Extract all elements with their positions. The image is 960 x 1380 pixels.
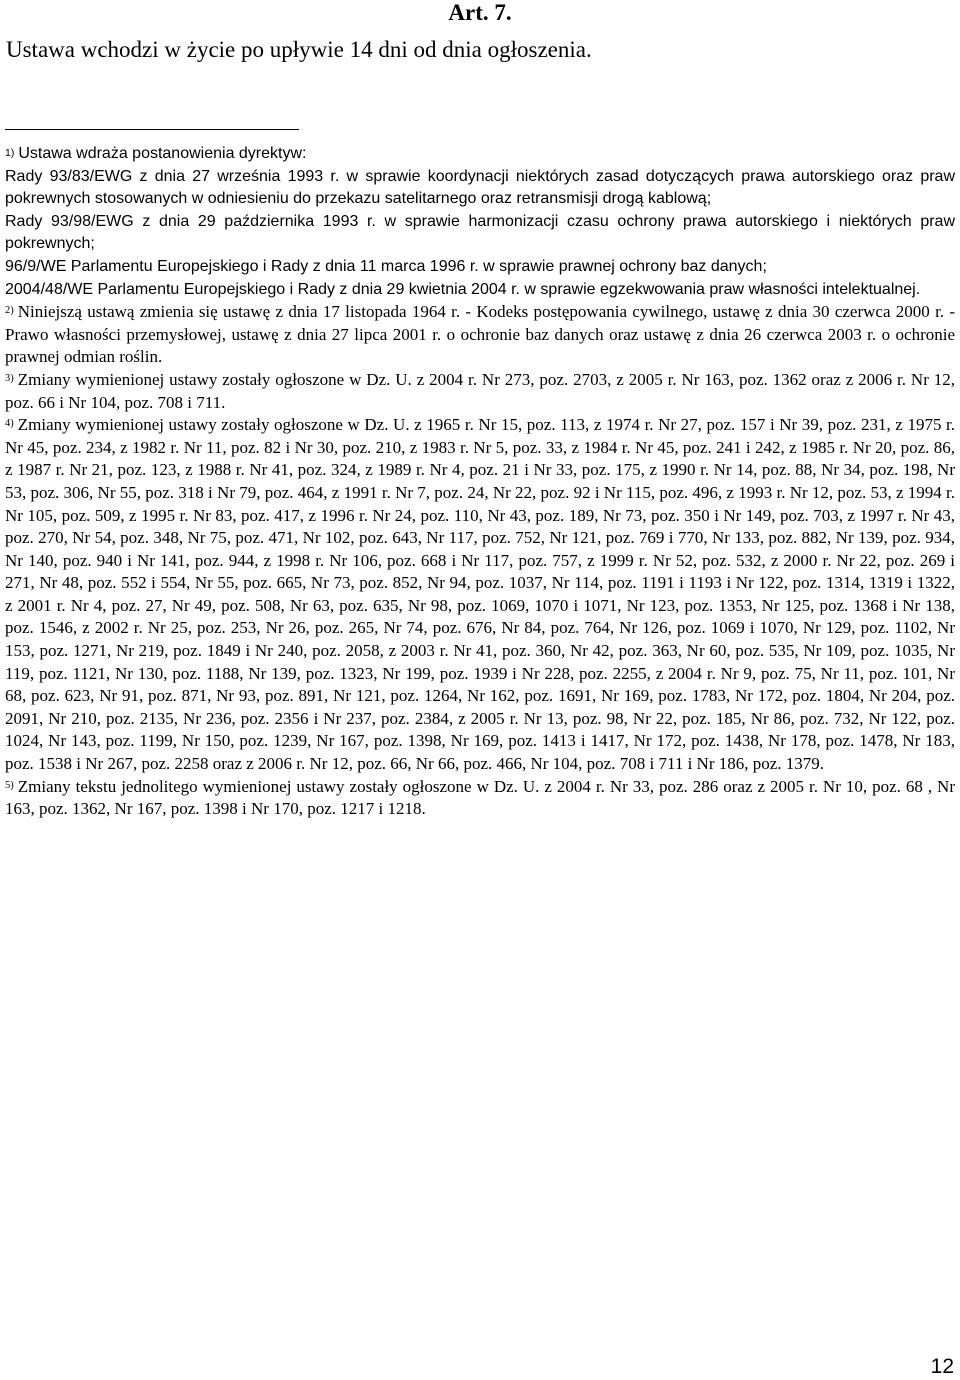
page-number: 12: [930, 1355, 954, 1378]
footnote-5: $^{5)}$ Zmiany tekstu jednolitego wymienionej ustawy zostały ogłoszone w Dz. U. z 2004 r. Nr 33, poz. 286 oraz z 2005 r. Nr 10, poz. 68 , Nr 163, poz. 1362, Nr 167, poz. 1398 i Nr 170, poz. 1217 i 1218.: [5, 776, 955, 819]
footnote-marker: 3): [5, 372, 14, 384]
footnote-marker: 4): [5, 418, 14, 430]
footnote-2: $^{2)}$ Niniejszą ustawą zmienia się ustawę z dnia 17 listopada 1964 r. - Kodeks postępowania cywilnego, ustawę z dnia 30 czerwca 2000 r. - Prawo własności przemysłowej, ustawę z dnia 27 lipca 2001 r. o ochronie baz danych oraz ustawę z dnia 26 czerwca 2003 r. o ochronie prawnej odmian roślin.: [5, 302, 955, 367]
article-text: Ustawa wchodzi w życie po upływie 14 dni od dnia ogłoszenia.: [6, 37, 592, 62]
footnotes: [5, 143, 955, 821]
footnote-4: $^{4)}$ Zmiany wymienionej ustawy zostały ogłoszone w Dz. U. z 1965 r. Nr 15, poz. 113, z 1974 r. Nr 27, poz. 157 i Nr 39, poz. 231, z 1975 r. Nr 45, poz. 234, z 1982 r. Nr 11, poz. 82 i Nr 30, poz. 210, z 1983 r. Nr 5, poz. 33, z 1984 r. Nr 45, poz. 241 i 242, z 1985 r. Nr 20, poz. 86, z 1987 r. Nr 21, poz. 123, z 1988 r. Nr 41, poz. 324, z 1989 r. Nr 4, poz. 21 i Nr 33, poz. 175, z 1990 r. Nr 14, poz. 88, Nr 34, poz. 198, Nr 53, poz. 306, Nr 55, poz. 318 i Nr 79, poz. 464, z 1991 r. Nr 7, poz. 24, Nr 22, poz. 92 i Nr 115, poz. 496, z 1993 r. Nr 12, poz. 53, z 1994 r. Nr 105, poz. 509, z 1995 r. Nr 83, poz. 417, z 1996 r. Nr 24, poz. 110, Nr 43, poz. 189, Nr 73, poz. 350 i Nr 149, poz. 703, z 1997 r. Nr 43, poz. 270, Nr 54, poz. 348, Nr 75, poz. 471, Nr 102, poz. 643, Nr 117, poz. 752, Nr 121, poz. 769 i 770, Nr 133, poz. 882, Nr 139, poz. 934, Nr 140, poz. 940 i Nr 141, poz. 944, z 1998 r. Nr 106, poz. 668 i Nr 117, poz. 757, z 1999 r. Nr 52, poz. 532, z 2000 r. Nr 22, poz. 269 i 271, Nr 48, poz. 552 i 554, Nr 55, poz. 665, Nr 73, poz. 852, Nr 94, poz. 1037, Nr 114, poz. 1191 i 1193 i Nr 122, poz. 1314, 1319 i 1322, z 2001 r. Nr 4, poz. 27, Nr 49, poz. 508, Nr 63, poz. 635, Nr 98, poz. 1069, 1070 i 1071, Nr 123, poz. 1353, Nr 125, poz. 1368 i Nr 138, poz. 1546, z 2002 r. Nr 25, poz. 253, Nr 26, poz. 265, Nr 74, poz. 676, Nr 84, poz. 764, Nr 126, poz. 1069 i 1070, Nr 129, poz. 1102, Nr 153, poz. 1271, Nr 219, poz. 1849 i Nr 240, poz. 2058, z 2003 r. Nr 41, poz. 360, Nr 42, poz. 363, Nr 60, poz. 535, Nr 109, poz. 1035, Nr 119, poz. 1121, Nr 130, poz. 1188, Nr 139, poz. 1323, Nr 199, poz. 1939 i Nr 228, poz. 2255, z 2004 r. Nr 9, poz. 75, Nr 11, poz. 101, Nr 68, poz. 623, Nr 91, poz. 871, Nr 93, poz. 891, Nr 121, poz. 1264, Nr 162, poz. 1691, Nr 169, poz. 1783, Nr 172, poz. 1804, Nr 204, poz. 2091, Nr 210, poz. 2135, Nr 236, poz. 2356 i Nr 237, poz. 2384, z 2005 r. Nr 13, poz. 98, Nr 22, poz. 185, Nr 86, poz. 732, Nr 122, poz. 1024, Nr 143, poz. 1199, Nr 150, poz. 1239, Nr 167, poz. 1398, Nr 169, poz. 1413 i 1417, Nr 172, poz. 1438, Nr 178, poz. 1478, Nr 183, poz. 1538 i Nr 267, poz. 2258 oraz z 2006 r. Nr 12, poz. 66, Nr 66, poz. 466, Nr 104, poz. 708 i 711 i Nr 186, poz. 1379.: [5, 415, 955, 774]
footnote-marker: 1): [5, 147, 15, 159]
footnote-1-item: 2004/48/WE Parlamentu Europejskiego i Rady z dnia 29 kwietnia 2004 r. w sprawie egzekwowania praw własności intelektualnej.: [5, 280, 921, 298]
footnote-1-item: 96/9/WE Parlamentu Europejskiego i Rady z dnia 11 marca 1996 r. w sprawie prawnej ochrony baz danych;: [5, 257, 767, 275]
footnote-1-intro: $^{1)}$ Ustawa wdraża postanowienia dyrektyw:: [5, 145, 307, 162]
footnote-separator: [5, 129, 299, 130]
footnote-marker: 5): [5, 779, 14, 791]
footnote-1-item: Rady 93/83/EWG z dnia 27 września 1993 r. w sprawie koordynacji niektórych zasad dotyczących prawa autorskiego oraz praw pokrewnych stosowanych w odniesieniu do przekazu satelitarnego oraz retransmisji drogą kablową;: [5, 167, 955, 208]
footnote-marker: 2): [5, 305, 14, 317]
footnote-3: $^{3)}$ Zmiany wymienionej ustawy zostały ogłoszone w Dz. U. z 2004 r. Nr 273, poz. 2703, z 2005 r. Nr 163, poz. 1362 oraz z 2006 r. Nr 12, poz. 66 i Nr 104, poz. 708 i 711.: [5, 369, 955, 412]
footnote-1-item: Rady 93/98/EWG z dnia 29 października 1993 r. w sprawie harmonizacji czasu ochrony prawa autorskiego i niektórych praw pokrewnych;: [5, 212, 955, 253]
article-heading: Art. 7.: [448, 0, 512, 25]
